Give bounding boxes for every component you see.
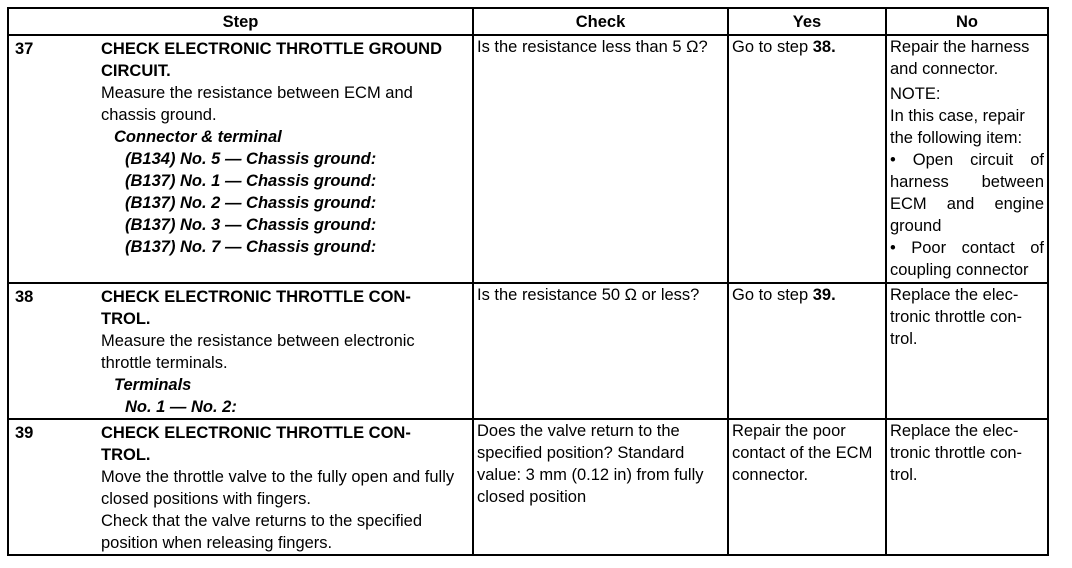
- step-number: 37: [15, 40, 34, 58]
- terminal-item: (B137) No. 7 — Chassis ground:: [125, 238, 377, 256]
- terminal-item: No. 1 — No. 2:: [125, 398, 237, 416]
- step-number: 38: [15, 288, 34, 306]
- table-row-39: [8, 419, 1048, 555]
- step-cell: [8, 283, 473, 419]
- yes-cell: Go to step 39.: [728, 283, 886, 419]
- no-cell: Replace the elec- tronic throttle con- trol.: [886, 419, 1048, 555]
- step-description: Measure the resistance between electronic throttle terminals.: [101, 332, 415, 372]
- no-cell: Replace the elec- tronic throttle con- trol.: [886, 283, 1048, 419]
- terminal-item: (B137) No. 2 — Chassis ground:: [125, 194, 377, 212]
- step-title: CHECK ELECTRONIC THROTTLE CON- TROL.: [101, 424, 411, 464]
- note-label: NOTE:: [890, 85, 941, 103]
- step-title: CHECK ELECTRONIC THROTTLE CON- TROL.: [101, 288, 411, 328]
- procedure-table: [7, 7, 1049, 556]
- step-description: Move the throttle valve to the fully open and fully closed positions with fingers. Check that the valve returns to the specified position when releasing fingers.: [101, 468, 455, 552]
- table-row-38: [8, 283, 1048, 419]
- terminal-item: (B134) No. 5 — Chassis ground:: [125, 150, 377, 168]
- header-step: Step: [8, 8, 473, 35]
- step-cell: [8, 419, 473, 555]
- next-step-ref: 38.: [812, 38, 836, 56]
- step-description: Measure the resistance between ECM and chassis ground.: [101, 84, 413, 124]
- header-yes: Yes: [728, 8, 886, 35]
- table-row-37: [8, 35, 1048, 283]
- step-title: CHECK ELECTRONIC THROTTLE GROUND CIRCUIT.: [101, 40, 442, 80]
- header-row: [8, 8, 1048, 35]
- terminals-label: Terminals: [114, 376, 192, 394]
- check-cell: Is the resistance less than 5 Ω?: [473, 35, 728, 283]
- header-check: Check: [473, 8, 728, 35]
- no-cell: Repair the harness and connector. NOTE: In this case, repair the following item: • Open circuit of harness between ECM and engine ground • Poor contact of coupling connector: [886, 35, 1048, 283]
- check-cell: Is the resistance 50 Ω or less?: [473, 283, 728, 419]
- terminal-item: (B137) No. 3 — Chassis ground:: [125, 216, 377, 234]
- yes-cell: Go to step 38.: [728, 35, 886, 283]
- step-cell: [8, 35, 473, 283]
- connector-label: Connector & terminal: [114, 128, 282, 146]
- check-cell: Does the valve return to the specified position? Standard value: 3 mm (0.12 in) from fully closed position: [473, 419, 728, 555]
- terminal-item: (B137) No. 1 — Chassis ground:: [125, 172, 377, 190]
- step-number: 39: [15, 424, 34, 442]
- yes-cell: Repair the poor contact of the ECM connector.: [728, 419, 886, 555]
- header-no: No: [886, 8, 1048, 35]
- next-step-ref: 39.: [812, 286, 836, 304]
